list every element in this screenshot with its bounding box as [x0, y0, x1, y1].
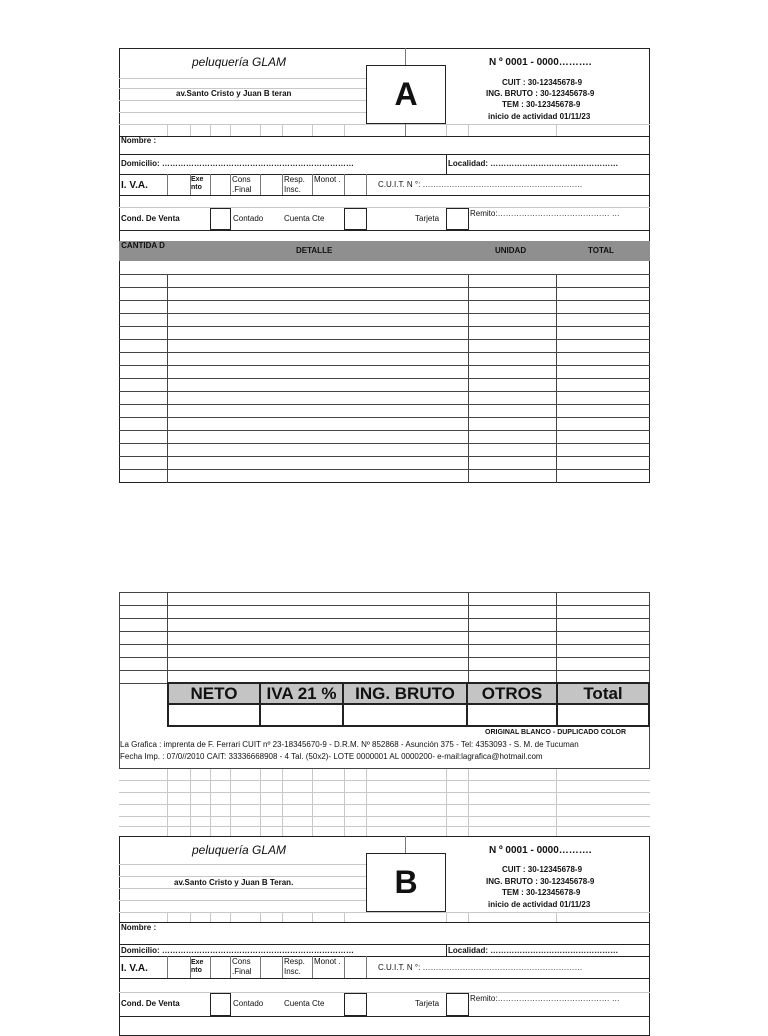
contado-checkbox[interactable] — [210, 208, 231, 230]
cuenta-cte-checkbox[interactable] — [344, 208, 367, 230]
col-detalle: DETALLE — [296, 246, 333, 255]
total-header: Total — [556, 682, 650, 705]
printer-line-1: La Grafica : imprenta de F. Ferrari CUIT nº 23-18345670-9 - D.R.M. Nº 852868 - Asunción 375 - Tel: 4353093 - S. M. de Tucuman — [120, 740, 579, 749]
cons-final-label-b: Cons .Final — [232, 957, 252, 976]
neto-header: NETO — [167, 682, 261, 705]
ing-bruto-value-b: ING. BRUTO : 30-12345678-9 — [486, 877, 595, 886]
tarjeta-label-b: Tarjeta — [415, 999, 440, 1008]
neto-value[interactable] — [167, 703, 261, 727]
ing-bruto-value: ING. BRUTO : 30-12345678-9 — [486, 89, 595, 98]
resp-insc-label-b: Resp. Insc. — [284, 957, 305, 976]
otros-header: OTROS — [466, 682, 558, 705]
cuit-n-label: C.U.I.T. N °: …………………………………………………… — [378, 180, 583, 189]
tarjeta-checkbox-b[interactable] — [446, 993, 469, 1016]
printer-line-2: Fecha Imp. : 07/0//2010 CAIT: 33336668908 - 4 Tal. (50x2)- LOTE 0000001 AL 0000200- e-mail:lagrafica@hotmail.com — [120, 752, 543, 761]
remito-label-b: Remito:…………………………………… … — [470, 994, 620, 1003]
exento-label: Exe nto — [191, 176, 204, 191]
cuit-value: CUIT : 30-12345678-9 — [502, 78, 583, 87]
nombre-label: Nombre : — [121, 136, 157, 145]
col-unidad: UNIDAD — [495, 246, 527, 255]
localidad-label: Localidad: ………………………………………… — [448, 159, 619, 168]
inicio-actividad-b: inicio de actividad 01/11/23 — [488, 900, 591, 909]
cond-venta-label-b: Cond. De Venta — [121, 999, 180, 1008]
resp-insc-label: Resp. Insc. — [284, 175, 305, 194]
ing-bruto-header: ING. BRUTO — [342, 682, 468, 705]
col-total: TOTAL — [588, 246, 614, 255]
tem-value-b: TEM : 30-12345678-9 — [502, 888, 581, 897]
business-name-b: peluquería GLAM — [192, 843, 287, 857]
cuenta-cte-label: Cuenta Cte — [284, 214, 325, 223]
cuit-value-b: CUIT : 30-12345678-9 — [502, 865, 583, 874]
monot-label-b: Monot . — [314, 957, 341, 966]
monot-label: Monot . — [314, 175, 341, 184]
domicilio-label-b: Domicilio: ……………………………………………………………… — [121, 946, 354, 955]
cuit-n-label-b: C.U.I.T. N °: …………………………………………………… — [378, 963, 583, 972]
cuenta-cte-label-b: Cuenta Cte — [284, 999, 325, 1008]
cuenta-cte-checkbox-b[interactable] — [344, 993, 367, 1016]
iva-label-b: I. V.A. — [121, 963, 148, 974]
business-address: av.Santo Cristo y Juan B teran — [176, 89, 292, 98]
nombre-label-b: Nombre : — [121, 923, 157, 932]
iva-header: IVA 21 % — [259, 682, 344, 705]
domicilio-label: Domicilio: ……………………………………………………………… — [121, 159, 354, 168]
invoice-type-letter: A — [366, 65, 446, 124]
tem-value: TEM : 30-12345678-9 — [502, 100, 581, 109]
total-value[interactable] — [556, 703, 650, 727]
otros-value[interactable] — [466, 703, 558, 727]
contado-label: Contado — [233, 214, 264, 223]
invoice-type-letter-b: B — [366, 853, 446, 912]
iva-value[interactable] — [259, 703, 344, 727]
iva-label: I. V.A. — [121, 180, 148, 191]
invoice-number-b: N º 0001 - 0000………. — [489, 845, 592, 856]
localidad-label-b: Localidad: ………………………………………… — [448, 946, 619, 955]
tarjeta-checkbox[interactable] — [446, 208, 469, 230]
tarjeta-label: Tarjeta — [415, 214, 440, 223]
items-header — [119, 241, 650, 261]
business-address-b: av.Santo Cristo y Juan B Teran. — [174, 878, 294, 887]
cond-venta-label: Cond. De Venta — [121, 214, 180, 223]
business-name: peluquería GLAM — [192, 55, 287, 69]
invoice-number: N º 0001 - 0000………. — [489, 57, 592, 68]
cons-final-label: Cons .Final — [232, 175, 252, 194]
ing-bruto-total-value[interactable] — [342, 703, 468, 727]
exento-label-b: Exe nto — [191, 959, 204, 974]
contado-checkbox-b[interactable] — [210, 993, 231, 1016]
copy-note: ORIGINAL BLANCO - DUPLICADO COLOR — [485, 729, 627, 736]
inicio-actividad: inicio de actividad 01/11/23 — [488, 112, 591, 121]
col-cantidad: CANTIDA D — [121, 241, 165, 250]
remito-label: Remito:…………………………………… … — [470, 209, 620, 218]
contado-label-b: Contado — [233, 999, 264, 1008]
